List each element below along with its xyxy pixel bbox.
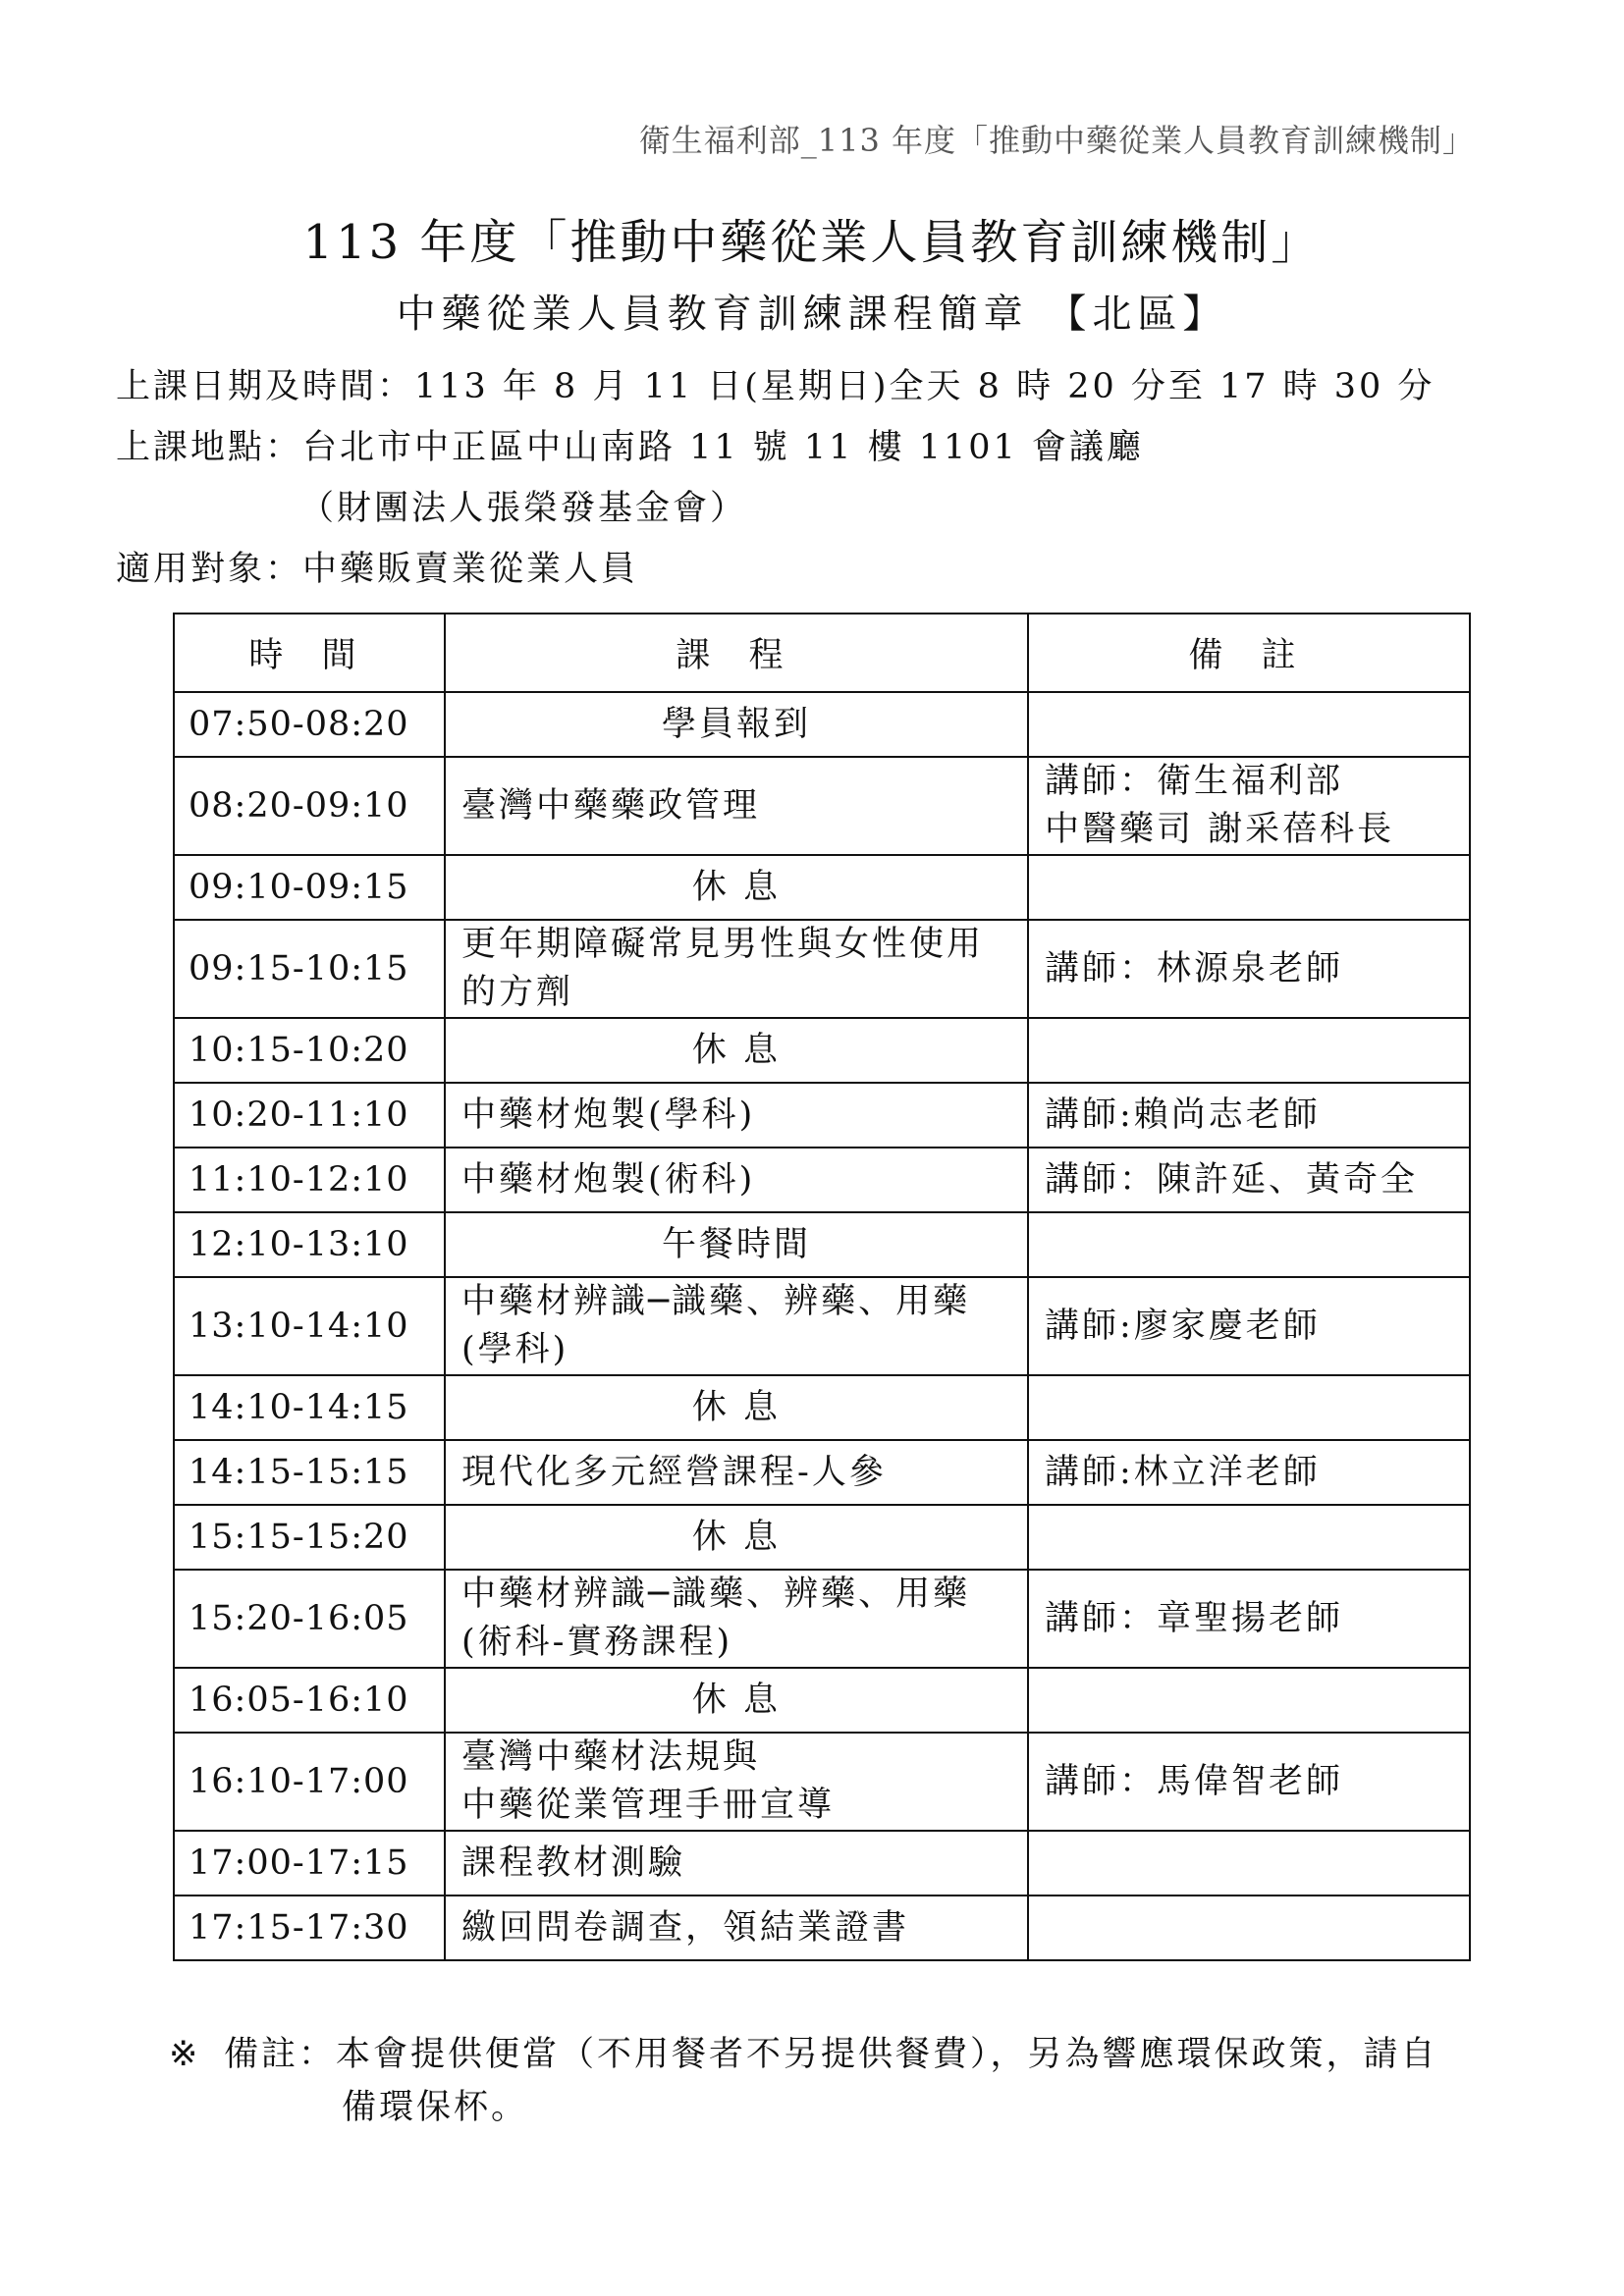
document-title: 113 年度「推動中藥從業人員教育訓練機制」	[302, 215, 1322, 270]
table-row	[174, 1668, 1470, 1733]
cell-time: 12:10-13:10	[174, 1212, 445, 1277]
table-header-row	[174, 614, 1470, 692]
cell-course: 繳回問卷調查，領結業證書	[445, 1896, 1028, 1960]
cell-note	[1028, 1896, 1470, 1960]
cell-course: 中藥材炮製(術科)	[445, 1148, 1028, 1212]
cell-time: 16:10-17:00	[174, 1733, 445, 1831]
schedule-table	[173, 613, 1471, 1961]
cell-course: 臺灣中藥材法規與 中藥從業管理手冊宣導	[445, 1733, 1028, 1831]
footnote-mark: ※	[169, 2035, 201, 2074]
cell-course: 休 息	[445, 1668, 1028, 1733]
cell-course: 臺灣中藥藥政管理	[445, 757, 1028, 855]
cell-note	[1028, 692, 1470, 757]
cell-course: 休 息	[445, 855, 1028, 920]
cell-course: 現代化多元經營課程-人參	[445, 1440, 1028, 1505]
cell-time: 15:20-16:05	[174, 1570, 445, 1668]
cell-course: 學員報到	[445, 692, 1028, 757]
header-note: 衛生福利部_113 年度「推動中藥從業人員教育訓練機制」	[638, 122, 1475, 159]
class-location: 上課地點：台北市中正區中山南路 11 號 11 樓 1101 會議廳	[116, 428, 1144, 467]
cell-note: 講師:賴尚志老師	[1028, 1083, 1470, 1148]
cell-time: 17:15-17:30	[174, 1896, 445, 1960]
table-row	[174, 1831, 1470, 1896]
table-row	[174, 1375, 1470, 1440]
class-date-time: 上課日期及時間：113 年 8 月 11 日(星期日)全天 8 時 20 分至 17 時 30 分	[116, 367, 1435, 406]
cell-course: 中藥材辨識─識藥、辨藥、用藥(術科-實務課程)	[445, 1570, 1028, 1668]
cell-time: 10:20-11:10	[174, 1083, 445, 1148]
table-row	[174, 1440, 1470, 1505]
cell-note: 講師:林立洋老師	[1028, 1440, 1470, 1505]
cell-note	[1028, 1505, 1470, 1570]
table-row	[174, 1212, 1470, 1277]
cell-note	[1028, 1018, 1470, 1083]
table-row	[174, 855, 1470, 920]
cell-note: 講師：衛生福利部 中醫藥司 謝采蓓科長	[1028, 757, 1470, 855]
cell-time: 16:05-16:10	[174, 1668, 445, 1733]
table-row	[174, 1018, 1470, 1083]
document-subtitle: 中藥從業人員教育訓練課程簡章 【北區】	[396, 292, 1228, 337]
table-row	[174, 692, 1470, 757]
cell-course: 中藥材炮製(學科)	[445, 1083, 1028, 1148]
cell-time: 08:20-09:10	[174, 757, 445, 855]
cell-time: 14:10-14:15	[174, 1375, 445, 1440]
cell-course: 午餐時間	[445, 1212, 1028, 1277]
table-row	[174, 1570, 1470, 1668]
cell-note	[1028, 855, 1470, 920]
class-location-org: （財團法人張榮發基金會）	[299, 489, 748, 528]
footnote-line-1: 備註：本會提供便當（不用餐者不另提供餐費），另為響應環保政策，請自	[224, 2035, 1438, 2074]
table-row	[174, 920, 1470, 1018]
cell-time: 07:50-08:20	[174, 692, 445, 757]
cell-note	[1028, 1212, 1470, 1277]
cell-course: 休 息	[445, 1375, 1028, 1440]
table-row	[174, 1277, 1470, 1375]
cell-time: 14:15-15:15	[174, 1440, 445, 1505]
cell-time: 09:15-10:15	[174, 920, 445, 1018]
cell-note	[1028, 1375, 1470, 1440]
table-row	[174, 1733, 1470, 1831]
cell-time: 15:15-15:20	[174, 1505, 445, 1570]
cell-time: 13:10-14:10	[174, 1277, 445, 1375]
footnote	[169, 2028, 1485, 2135]
header-course: 課 程	[445, 614, 1028, 692]
cell-time: 17:00-17:15	[174, 1831, 445, 1896]
footnote-line-2: 備環保杯。	[342, 2088, 529, 2128]
table-row	[174, 1896, 1470, 1960]
target-audience: 適用對象：中藥販賣業從業人員	[116, 550, 639, 589]
cell-time: 11:10-12:10	[174, 1148, 445, 1212]
cell-note: 講師：馬偉智老師	[1028, 1733, 1470, 1831]
cell-note	[1028, 1668, 1470, 1733]
cell-time: 09:10-09:15	[174, 855, 445, 920]
cell-note: 講師：章聖揚老師	[1028, 1570, 1470, 1668]
cell-course: 更年期障礙常見男性與女性使用的方劑	[445, 920, 1028, 1018]
cell-course: 課程教材測驗	[445, 1831, 1028, 1896]
table-row	[174, 1083, 1470, 1148]
header-time: 時 間	[174, 614, 445, 692]
cell-note: 講師:廖家慶老師	[1028, 1277, 1470, 1375]
table-row	[174, 1505, 1470, 1570]
cell-course: 中藥材辨識─識藥、辨藥、用藥(學科)	[445, 1277, 1028, 1375]
cell-note: 講師：陳許延、黃奇全	[1028, 1148, 1470, 1212]
schedule-body	[174, 692, 1470, 1960]
cell-course: 休 息	[445, 1018, 1028, 1083]
header-note: 備 註	[1028, 614, 1470, 692]
table-row	[174, 1148, 1470, 1212]
cell-course: 休 息	[445, 1505, 1028, 1570]
table-row	[174, 757, 1470, 855]
cell-time: 10:15-10:20	[174, 1018, 445, 1083]
cell-note	[1028, 1831, 1470, 1896]
cell-note: 講師：林源泉老師	[1028, 920, 1470, 1018]
